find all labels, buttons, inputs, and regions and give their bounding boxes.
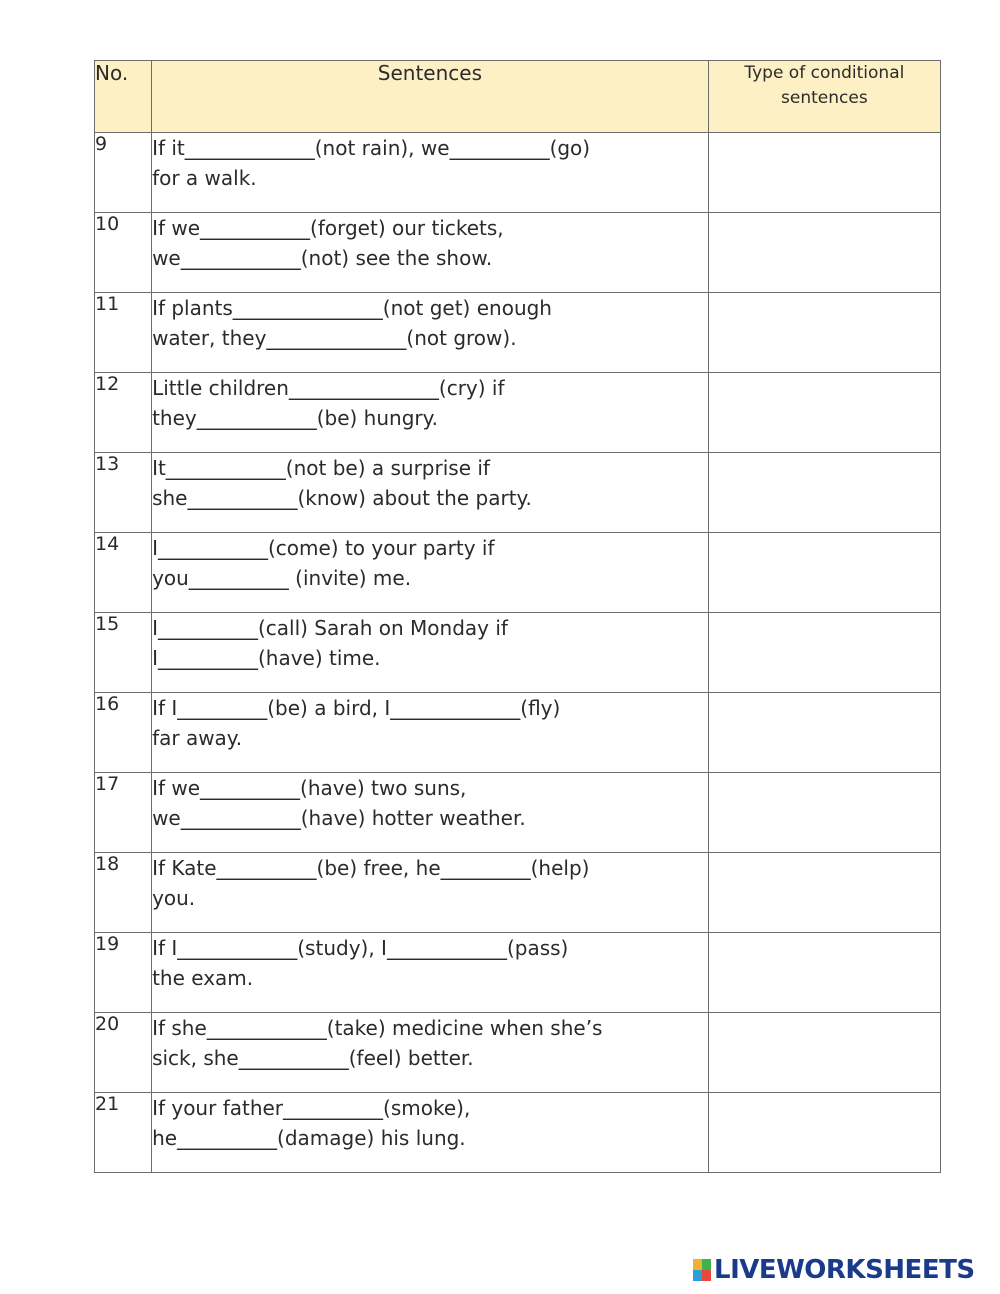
- sentence-line-2: for a walk.: [152, 166, 257, 190]
- sentence-line-2: they____________(be) hungry.: [152, 406, 438, 430]
- row-number: 15: [95, 613, 152, 693]
- table-row: [95, 533, 941, 613]
- sentence-cell: [152, 533, 709, 613]
- sentence-line-1: I___________(come) to your party if: [152, 536, 495, 560]
- table-row: [95, 1013, 941, 1093]
- row-number: 21: [95, 1093, 152, 1173]
- sentence-line-2: sick, she___________(feel) better.: [152, 1046, 474, 1070]
- table-row: [95, 133, 941, 213]
- row-number: 12: [95, 373, 152, 453]
- sentence-line-2: far away.: [152, 726, 243, 750]
- conditional-type-answer-cell[interactable]: [708, 613, 940, 693]
- sentence-cell: [152, 933, 709, 1013]
- table-row: [95, 773, 941, 853]
- sentence-line-1: If your father__________(smoke),: [152, 1096, 471, 1120]
- conditional-type-answer-cell[interactable]: [708, 293, 940, 373]
- worksheet-table: [94, 60, 941, 1173]
- sentence-line-1: If we___________(forget) our tickets,: [152, 216, 504, 240]
- table-header-row: [95, 61, 941, 133]
- table-row: [95, 213, 941, 293]
- sentence-cell: [152, 853, 709, 933]
- row-number: 18: [95, 853, 152, 933]
- sentence-line-2: we____________(not) see the show.: [152, 246, 493, 270]
- logo-square-2: [702, 1259, 711, 1270]
- table-row: [95, 453, 941, 533]
- sentence-line-2: you__________ (invite) me.: [152, 566, 412, 590]
- header-no: No.: [95, 61, 152, 133]
- sentence-cell: [152, 133, 709, 213]
- conditional-type-answer-cell[interactable]: [708, 1093, 940, 1173]
- sentence-line-2: he__________(damage) his lung.: [152, 1126, 466, 1150]
- sentence-cell: [152, 453, 709, 533]
- table-row: [95, 613, 941, 693]
- row-number: 13: [95, 453, 152, 533]
- logo-squares-icon: [693, 1259, 711, 1281]
- conditional-type-answer-cell[interactable]: [708, 1013, 940, 1093]
- logo-square-1: [693, 1259, 702, 1270]
- conditional-type-answer-cell[interactable]: [708, 533, 940, 613]
- row-number: 9: [95, 133, 152, 213]
- conditional-type-answer-cell[interactable]: [708, 933, 940, 1013]
- sentence-line-2: we____________(have) hotter weather.: [152, 806, 526, 830]
- sentence-cell: [152, 213, 709, 293]
- row-number: 19: [95, 933, 152, 1013]
- header-sentences: Sentences: [152, 61, 709, 133]
- sentence-line-1: If we__________(have) two suns,: [152, 776, 467, 800]
- sentence-cell: [152, 373, 709, 453]
- conditional-type-answer-cell[interactable]: [708, 853, 940, 933]
- row-number: 14: [95, 533, 152, 613]
- logo-square-3: [693, 1270, 702, 1281]
- row-number: 10: [95, 213, 152, 293]
- sentence-line-1: If it_____________(not rain), we__________(go): [152, 136, 591, 160]
- sentence-line-2: she___________(know) about the party.: [152, 486, 532, 510]
- sentence-line-1: If I____________(study), I____________(pass): [152, 936, 569, 960]
- logo-square-4: [702, 1270, 711, 1281]
- sentence-line-1: Little children_______________(cry) if: [152, 376, 505, 400]
- sentence-line-1: I__________(call) Sarah on Monday if: [152, 616, 508, 640]
- sentence-line-2: I__________(have) time.: [152, 646, 381, 670]
- sentence-line-1: It____________(not be) a surprise if: [152, 456, 490, 480]
- sentence-line-2: the exam.: [152, 966, 254, 990]
- liveworksheets-logo: [693, 1255, 975, 1285]
- table-row: [95, 693, 941, 773]
- sentence-line-2: water, they______________(not grow).: [152, 326, 517, 350]
- sentence-cell: [152, 293, 709, 373]
- sentence-line-1: If plants_______________(not get) enough: [152, 296, 552, 320]
- sentence-cell: [152, 693, 709, 773]
- conditional-type-answer-cell[interactable]: [708, 773, 940, 853]
- sentence-cell: [152, 1013, 709, 1093]
- conditional-type-answer-cell[interactable]: [708, 133, 940, 213]
- table-row: [95, 373, 941, 453]
- table-row: [95, 933, 941, 1013]
- conditional-type-answer-cell[interactable]: [708, 373, 940, 453]
- sentence-line-1: If I_________(be) a bird, I_____________(fly): [152, 696, 561, 720]
- table-row: [95, 293, 941, 373]
- conditional-type-answer-cell[interactable]: [708, 453, 940, 533]
- sentence-cell: [152, 773, 709, 853]
- row-number: 17: [95, 773, 152, 853]
- row-number: 11: [95, 293, 152, 373]
- table-row: [95, 853, 941, 933]
- conditional-type-answer-cell[interactable]: [708, 693, 940, 773]
- logo-text: LIVEWORKSHEETS: [714, 1255, 975, 1285]
- header-type: Type of conditional sentences: [708, 61, 940, 133]
- table-row: [95, 1093, 941, 1173]
- sentence-line-1: If she____________(take) medicine when she’s: [152, 1016, 603, 1040]
- row-number: 16: [95, 693, 152, 773]
- sentence-cell: [152, 1093, 709, 1173]
- sentence-line-2: you.: [152, 886, 196, 910]
- sentence-line-1: If Kate__________(be) free, he_________(help): [152, 856, 590, 880]
- sentence-cell: [152, 613, 709, 693]
- row-number: 20: [95, 1013, 152, 1093]
- conditional-type-answer-cell[interactable]: [708, 213, 940, 293]
